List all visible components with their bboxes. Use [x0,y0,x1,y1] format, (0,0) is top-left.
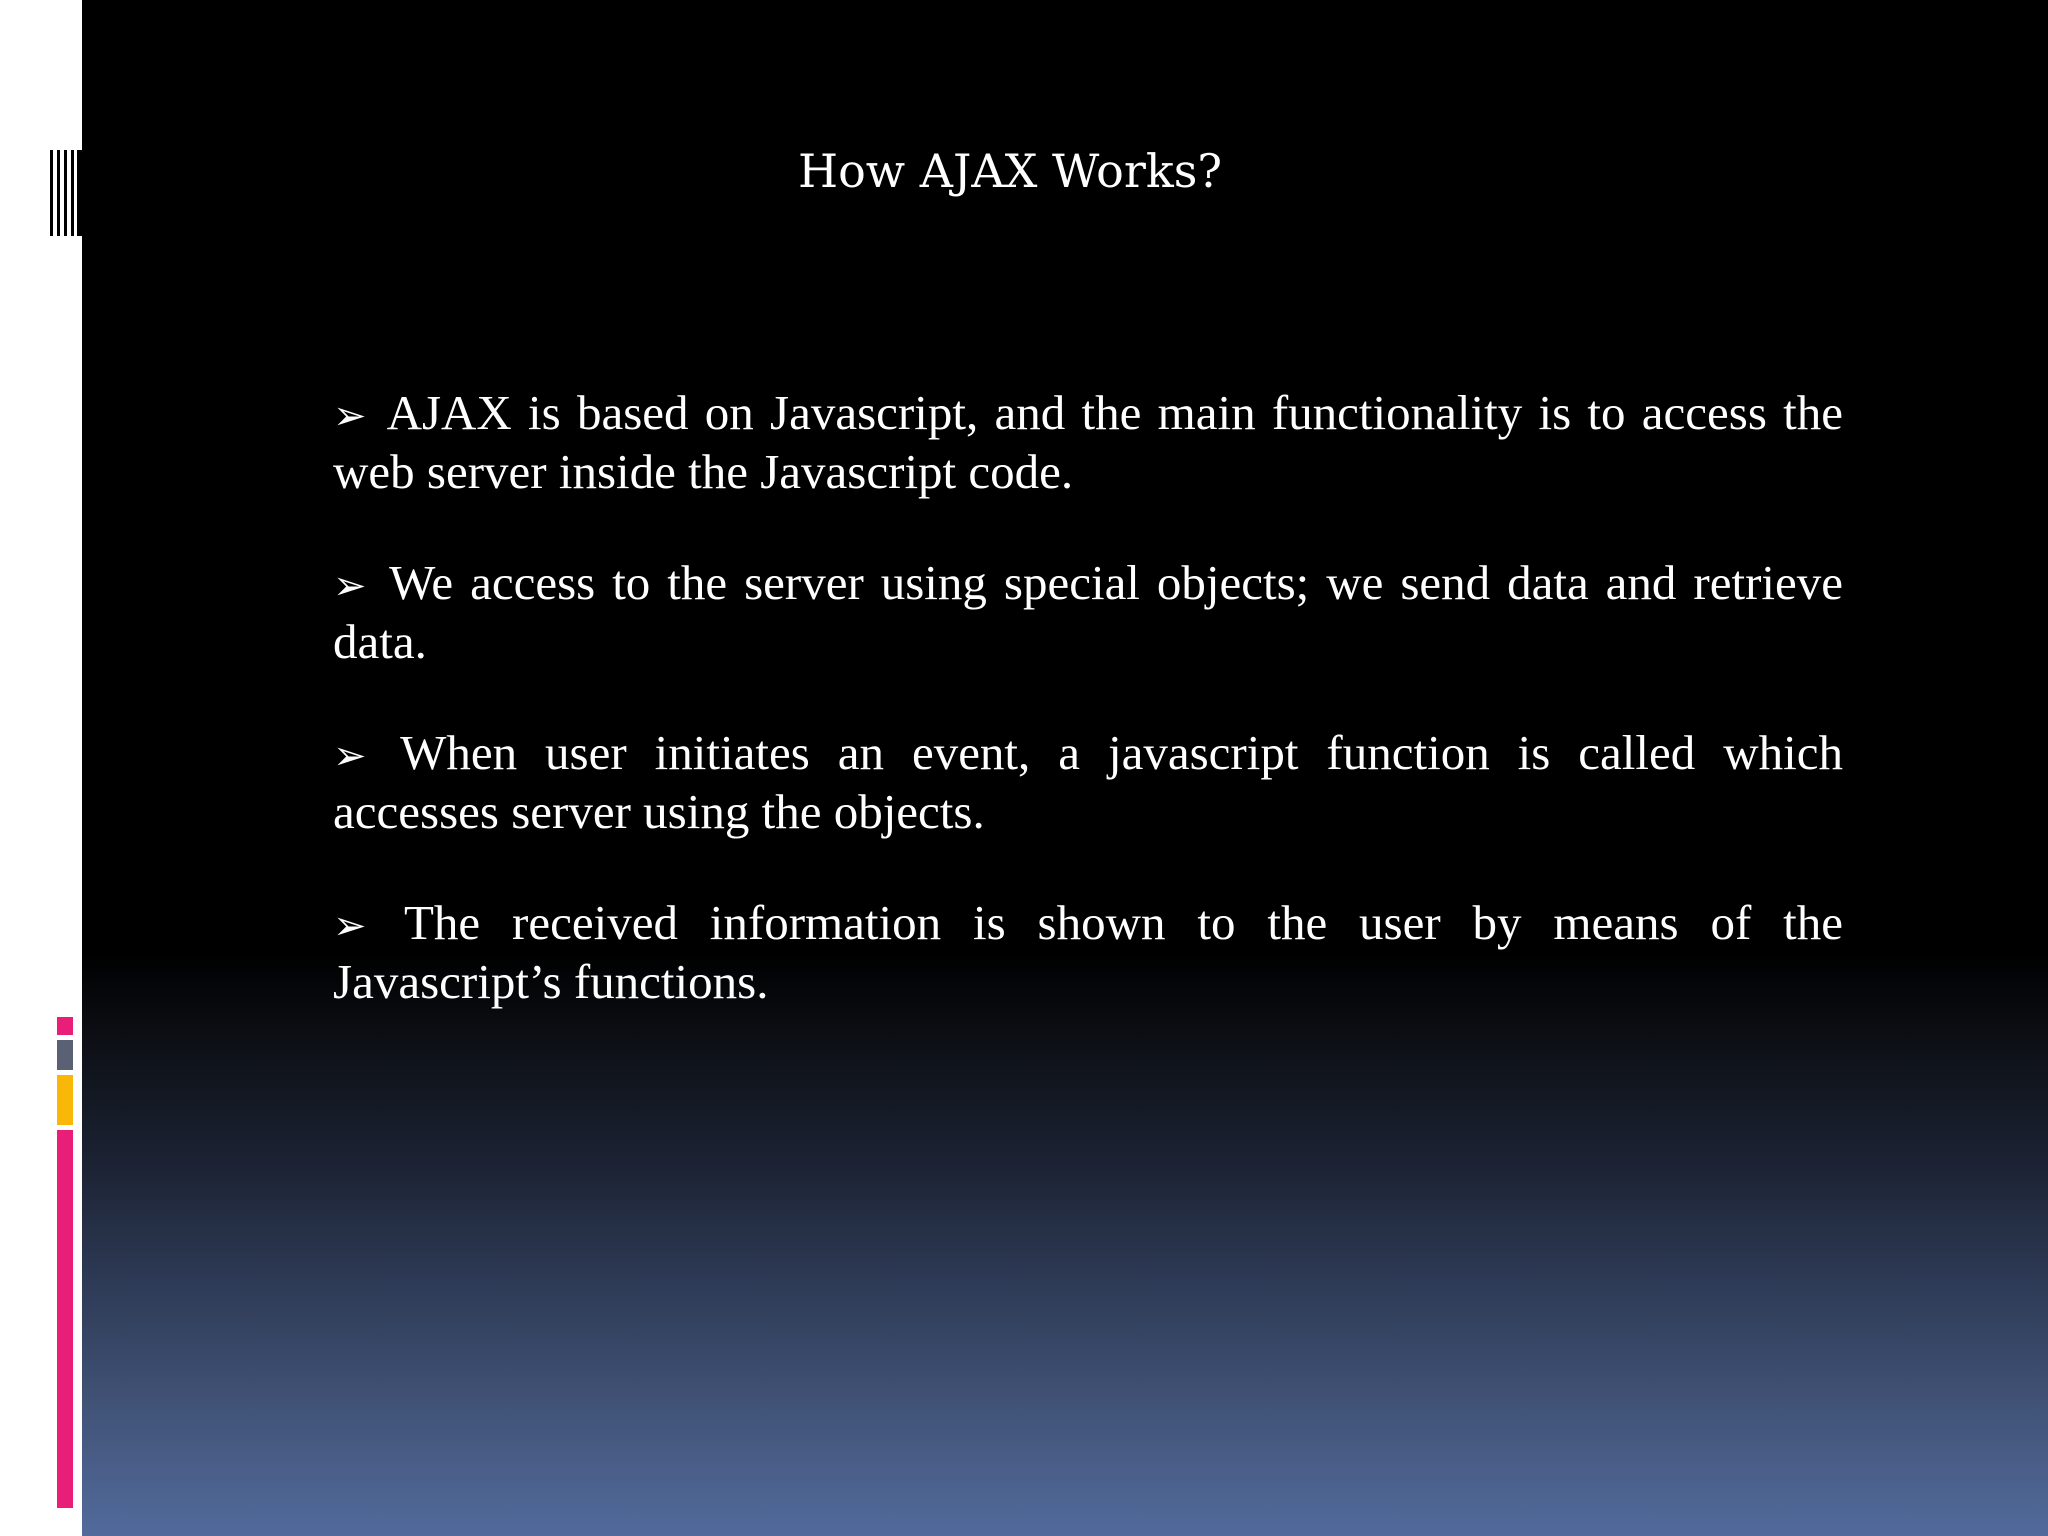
bullet-item [333,725,1843,839]
bullet-item [333,555,1843,669]
arrow-bullet-icon: ➢ [333,903,367,949]
slide-title: How AJAX Works? [797,144,1223,198]
bullet-text: When user initiates an event, a javascript function is called which accesses server using the objects. [333,725,1843,839]
bullet-text: We access to the server using special objects; we send data and retrieve data. [333,555,1843,669]
accent-bar-gray [57,1040,73,1070]
bullet-item [333,895,1843,1009]
accent-bar-yellow [57,1075,73,1125]
arrow-bullet-icon: ➢ [333,563,367,609]
decorative-lines [48,150,82,236]
bullet-item [333,385,1843,499]
accent-bar-pink-long [57,1130,73,1508]
bullet-text: The received information is shown to the user by means of the Javascript’s functions. [333,895,1843,1009]
bullet-text: AJAX is based on Javascript, and the main functionality is to access the web server inside the Javascript code. [333,385,1844,499]
accent-bar-pink-small [57,1017,73,1035]
arrow-bullet-icon: ➢ [333,733,367,779]
bullet-list [333,385,1843,1065]
arrow-bullet-icon: ➢ [333,393,367,439]
